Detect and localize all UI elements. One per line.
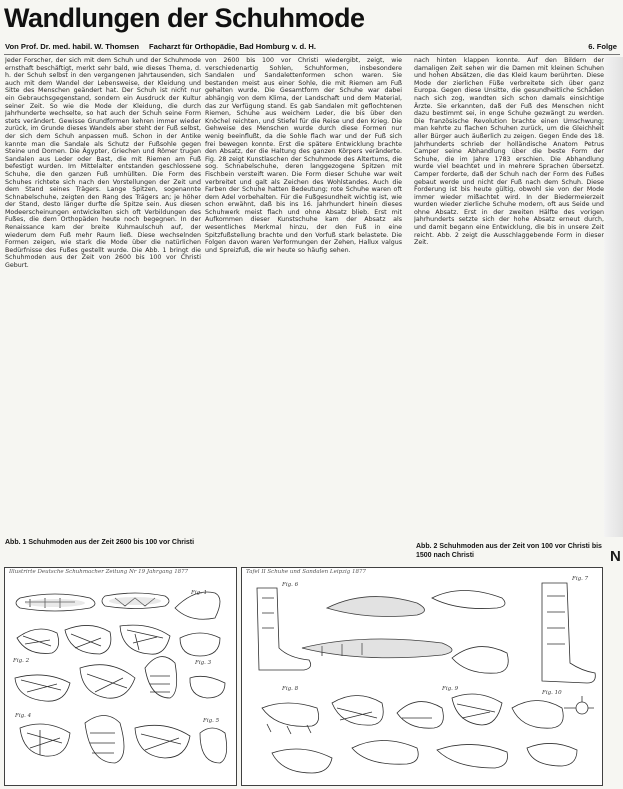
figure-label: Fig. 1 xyxy=(191,590,208,596)
column-3-text: nach hinten klappen konnte. Auf den Bildern der damaligen Zeit sehen wir die Damen mit kleinen Schuhen und hohen Absätzen, die das Kleid kaum berührten. Diese Mode der zierlichen Füße verbreitete sich über ganz Europa. Gegen diese Unsitte, die gesundheitliche Schäden nach sich zog, wandten sich schon damals einsichtige Ärzte. Sie erkannten, daß der Fuß des Menschen nicht dazu bestimmt sei, in enge Schuhe gezwängt zu werden. Die französische Revolution brachte einen Umschwung; man kehrte zu flachen Schuhen zurück, um die Gleichheit aller Bürger auch äußerlich zu zeigen. Gegen Ende des 18. Jahrhunderts schrieb der holländische Anatom Petrus Camper seine Abhandlung über die beste Form der Schuhe, die im Jahre 1783 erschien. Die Abhandlung wurde viel beachtet und in mehrere Sprachen übersetzt. Camper forderte, daß der Schuh nach der Form des Fußes gebaut werde und nicht der Fuß nach dem Schuh. Diese Forderung ist bis heute gültig, obwohl sie von der Mode immer wieder mißachtet wird. In der Biedermeierzeit wurden wieder zierliche Schuhe modern, oft aus Seide und ohne Absatz. Erst in der zweiten Hälfte des vorigen Jahrhunderts setzte sich der hohe Absatz erneut durch, und damit begann eine Entwicklung, die bis in unsere Zeit reicht. Abb. 2 zeigt die Ausschlaggebende Form in dieser Zeit. xyxy=(414,57,604,247)
text-column-1 xyxy=(5,57,201,527)
figure-1-drawing xyxy=(5,568,237,786)
figure-1-header: Illustrirte Deutsche Schuhmacher Zeitung Nr 19 Jahrgang 1877 xyxy=(9,569,189,575)
figure-2-illustration xyxy=(241,567,603,786)
column-1-text: Jeder Forscher, der sich mit dem Schuh und der Schuhmode ernsthaft beschäftigt, merkt sehr bald, wie dieses Thema, d. h. der Schuh selbst in den vergangenen Jahrtausenden, sich auch mit dem Wandel der Lebensweise, der Kleidung und Sitte des Menschen geändert hat. Der Schuh ist nicht nur ein Gebrauchsgegenstand, sondern ein Ausdruck der Kultur seiner Zeit. So wie die Mode der Kleidung, die durch Jahrhunderte wechselte, so hat auch der Schuh seine Form stets verändert. Gewisse Grundformen kehren immer wieder zurück, im Grunde dieses Wandels aber steht der Fuß selbst, der sich dem Schuh anpassen muß. Schon in der Antike kannte man die Sandale als Schutz der Fußsohle gegen Steine und Dornen. Die Ägypter, Griechen und Römer trugen Sandalen aus Leder oder Bast, die mit Riemen am Fuß befestigt wurden. Im Mittelalter entstanden geschlossene Schuhe, die den ganzen Fuß umhüllten. Die Form des Schuhes richtete sich nach den Vorstellungen der Zeit und dem Stand seines Trägers. Lange Spitzen, sogenannte Schnabelschuhe, zeigten den Rang des Trägers an; je höher der Stand, desto länger durfte die Spitze sein. Aus diesen Modeerscheinungen entwickelten sich oft Verbildungen des Fußes, die dem Orthopäden heute noch begegnen. In der Renaissance kam der breite Kuhmaulschuh auf, der wiederum dem Fuß mehr Raum ließ. Diese wechselnden Formen zeigen, wie stark die Mode über die natürlichen Bedürfnisse des Fußes gestellt wurde. Die Abb. 1 bringt die Schuhmoden aus der Zeit von 2600 bis 100 vor Christi Geburt. xyxy=(5,57,201,270)
byline xyxy=(5,42,617,52)
figure-label: Fig. 9 xyxy=(442,686,459,692)
figure-2-header: Tafel II Schuhe und Sandalen Leipzig 1877 xyxy=(246,569,367,575)
figure-1-illustration xyxy=(4,567,237,786)
column-2-text: von 2600 bis 100 vor Christi wiedergibt, zeigt, wie verschiedenartig Sohlen, Schuhformen, insbesondere Sandalen und Sandalettenformen schon waren. Sie bestanden meist aus einer Sohle, die mit Riemen am Fuß gehalten wurde. Die Gesamtform der Schuhe war dabei abhängig von dem Klima, der Landschaft und dem Material, das zur Verfügung stand. Es gab Sandalen mit geflochtenen Riemen, Schuhe aus weichem Leder, die bis über den Knöchel reichten, und Stiefel für die Reise und den Krieg. Die Gehweise des Menschen wurde durch diese Formen nur wenig beeinflußt, da die Sohle flach war und der Fuß sich frei bewegen konnte. Erst die spätere Entwicklung brachte den Absatz, der die Haltung des ganzen Körpers veränderte. Fig. 28 zeigt Kunstlaschen der Schuhmode des Altertums, die sog. Schnabelschuhe, deren langgezogene Spitzen mit Fischbein versteift waren. Die Form dieser Schuhe war weit verbreitet und galt als Zeichen des Wohlstandes. Auch die Farben der Schuhe hatten Bedeutung; rote Schuhe waren oft dem Adel vorbehalten. Für die Fußgesundheit wichtig ist, wie schon erwähnt, daß bis ins 16. Jahrhundert hinein dieses Schuhwerk meist flach und ohne Absatz blieb. Erst mit Aufkommen dieser Kunstschuhe kam der Absatz als wesentliches Merkmal hinzu, der den Fuß in eine Spitzfußstellung brachte und den Vorfuß stark belastete. Die Folgen davon waren Verformungen der Zehen, Hallux valgus und Spreizfuß, die wir heute so häufig sehen. xyxy=(205,57,402,254)
figure-label: Fig. 6 xyxy=(282,582,299,588)
figure-label: Fig. 3 xyxy=(195,660,212,666)
figure-2-drawing xyxy=(242,568,603,786)
figure-label: Fig. 7 xyxy=(572,576,589,582)
adjacent-page-letter: N xyxy=(610,548,621,565)
author: Von Prof. Dr. med. habil. W. Thomsen xyxy=(5,42,140,51)
figure-label: Fig. 2 xyxy=(13,658,30,664)
figure-label: Fig. 10 xyxy=(542,690,562,696)
figure-1-caption: Abb. 1 Schuhmoden aus der Zeit 2600 bis 100 vor Christi xyxy=(5,539,195,546)
series-number: 6. Folge xyxy=(588,42,617,51)
adjacent-page-edge xyxy=(604,57,623,537)
article-title: Wandlungen der Schuhmode xyxy=(4,3,365,33)
text-column-3 xyxy=(414,57,604,527)
figure-label: Fig. 5 xyxy=(203,718,220,724)
figure-2-caption: Abb. 2 Schuhmoden aus der Zeit von 100 vor Christi bis 1500 nach Christi xyxy=(416,543,602,559)
figure-label: Fig. 4 xyxy=(15,713,32,719)
header-rule xyxy=(4,54,620,55)
text-column-2 xyxy=(205,57,402,527)
figure-label: Fig. 8 xyxy=(282,686,299,692)
affiliation: Facharzt für Orthopädie, Bad Homburg v. d. H. xyxy=(149,42,316,51)
